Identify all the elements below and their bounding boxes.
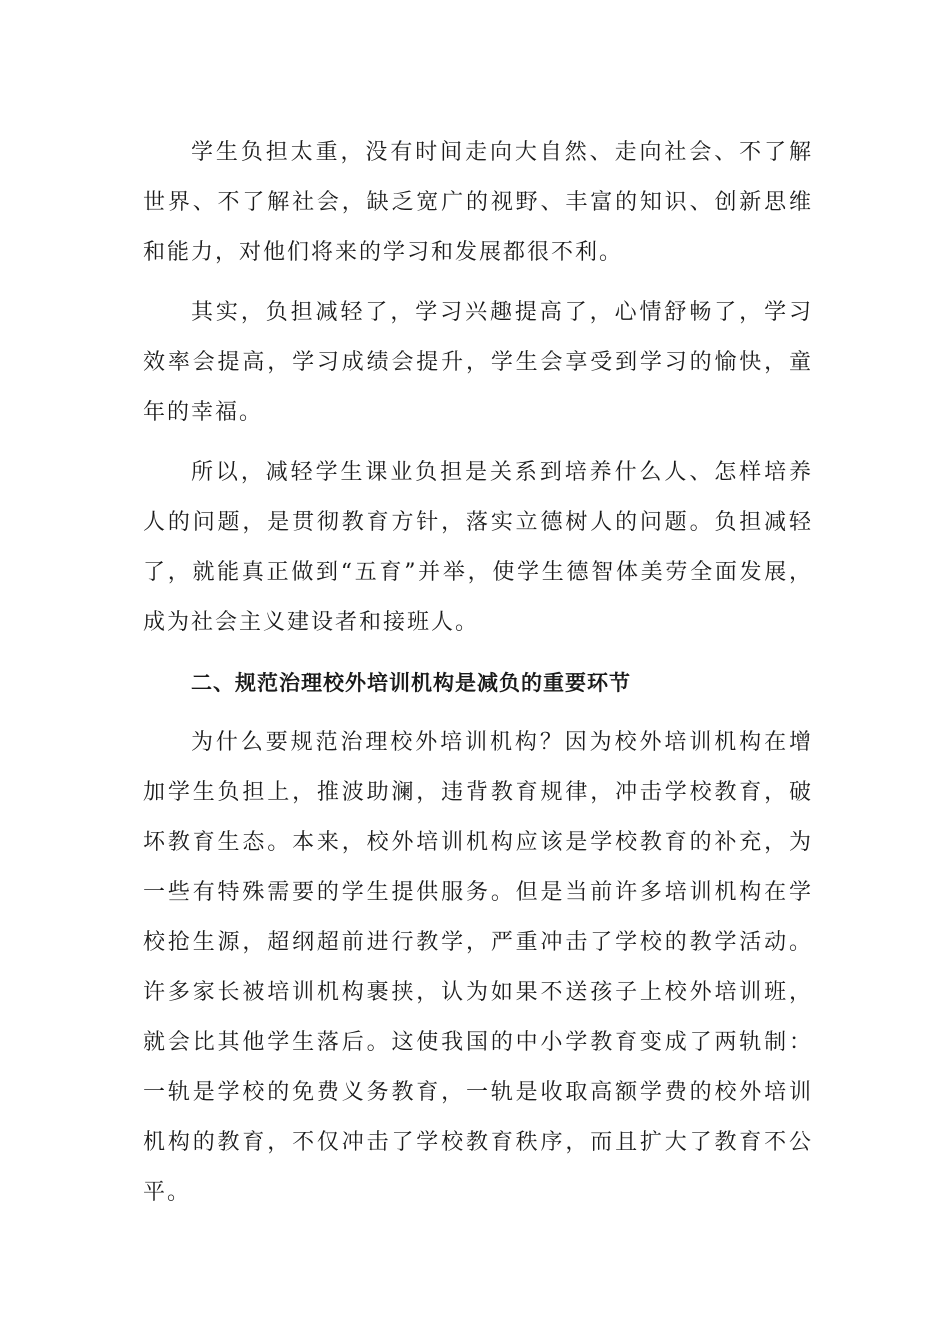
paragraph-burden-impact: 学生负担太重，没有时间走向大自然、走向社会、不了解世界、不了解社会，缺乏宽广的视野、丰富的知识、创新思维和能力，对他们将来的学习和发展都很不利。 <box>143 140 813 265</box>
paragraph-reduced-burden-benefits: 其实，负担减轻了，学习兴趣提高了，心情舒畅了，学习效率会提高，学习成绩会提升，学生会享受到学习的愉快，童年的幸福。 <box>143 300 813 425</box>
document-body <box>143 128 813 1228</box>
section-heading: 二、规范治理校外培训机构是减负的重要环节 <box>191 671 631 695</box>
paragraph-conclusion: 所以，减轻学生课业负担是关系到培养什么人、怎样培养人的问题，是贯彻教育方针，落实立德树人的问题。负担减轻了，就能真正做到“五育”并举，使学生德智体美劳全面发展，成为社会主义建设者和接班人。 <box>143 460 813 635</box>
paragraph-training-institutions: 为什么要规范治理校外培训机构？因为校外培训机构在增加学生负担上，推波助澜，违背教育规律，冲击学校教育，破坏教育生态。本来，校外培训机构应该是学校教育的补充，为一些有特殊需要的学生提供服务。但是当前许多培训机构在学校抢生源，超纲超前进行教学，严重冲击了学校的教学活动。许多家长被培训机构裹挟，认为如果不送孩子上校外培训班，就会比其他学生落后。这使我国的中小学教育变成了两轨制：一轨是学校的免费义务教育，一轨是收取高额学费的校外培训机构的教育，不仅冲击了学校教育秩序，而且扩大了教育不公平。 <box>143 730 813 1205</box>
